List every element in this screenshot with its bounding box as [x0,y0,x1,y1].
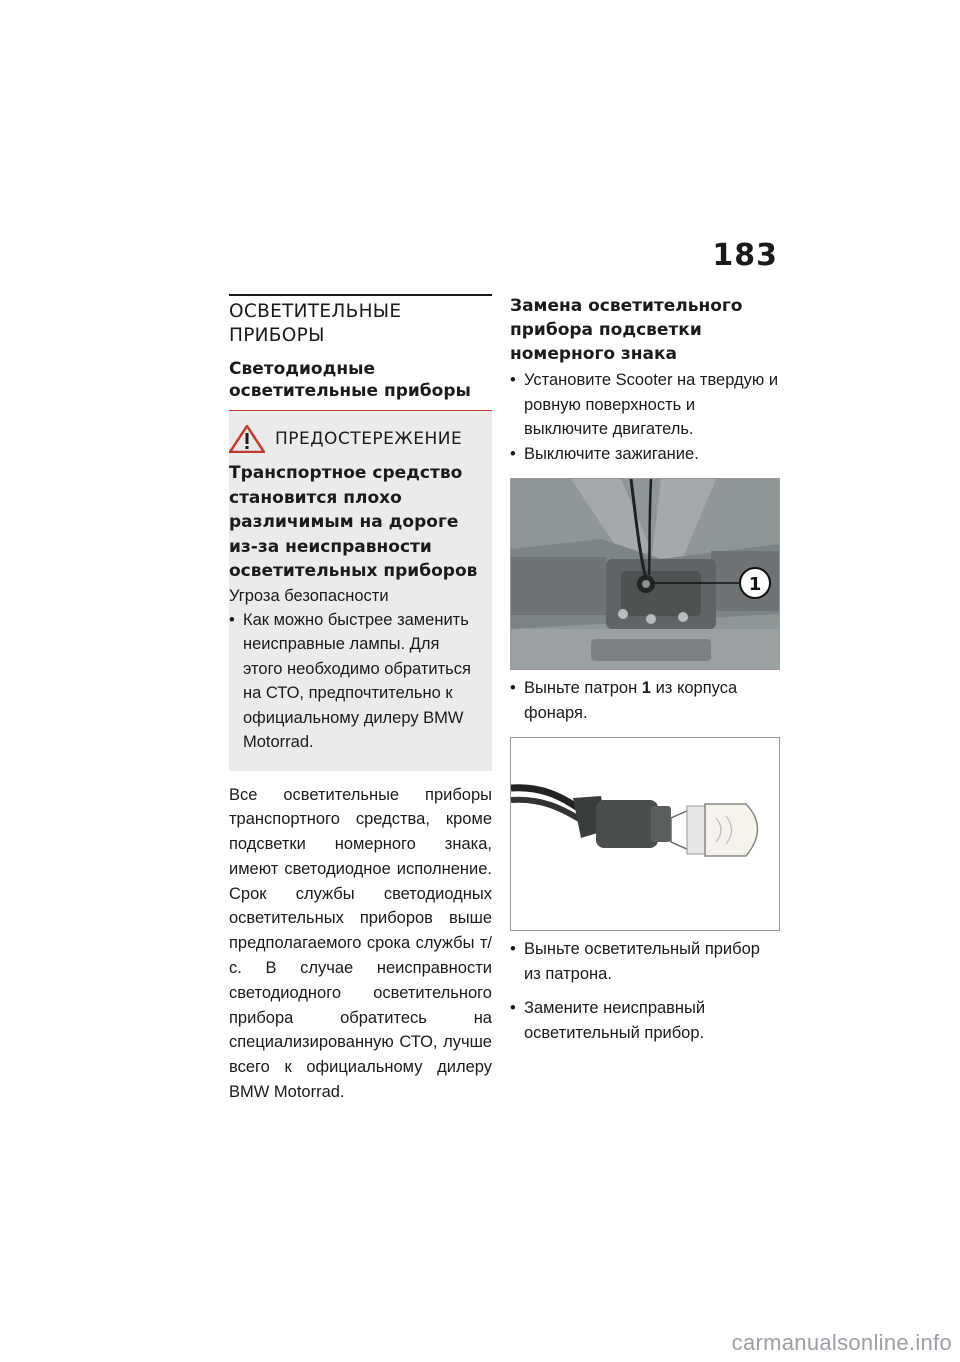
warning-bullet-text: Как можно быстрее заменить неисправные лампы. Для этого необходимо обратиться на СТО, предпочтительно к официальному дилеру BMW Motorrad. [243,610,471,751]
list-item-text [524,676,780,725]
bullet-dot-icon: • [229,610,235,629]
figure-callout-1: 1 [748,574,762,595]
watermark: carmanualsonline.info [731,1330,952,1355]
list-item [510,676,780,725]
section-rule [229,294,492,296]
list-item-text: Замените неисправный осветительный прибор. [524,999,706,1042]
bullet-dot-icon: • [510,940,516,958]
step-reference: 1 [641,679,651,697]
list-item [510,442,780,467]
list-item-text: Установите Scooter на твердую и ровную поверхность и выключите двигатель. [524,371,779,438]
list-item-text: Выключите зажигание. [524,444,699,463]
right-column [510,294,780,1045]
lamp-housing-illustration [511,479,779,669]
list-item [510,996,780,1045]
list-item-text: Выньте осветительный прибор из патрона. [524,940,760,983]
page-number: 183 [712,238,778,273]
bullet-dot-icon: • [510,999,516,1017]
bullet-dot-icon: • [510,444,516,463]
warning-subtitle: Угроза безопасности [229,586,389,605]
list-item [510,937,780,986]
step-text: Выньте патрон [524,679,638,697]
body-paragraph: Все осветительные приборы транспортного средства, кроме подсветки номерного знака, имеют светодиодное исполнение. Срок службы светодиодных осветительных приборов выше предполагаемого срока службы т/с. В случае неисправности светодиодного осветительного прибора обратитесь на специализированную СТО, лучше всего к официальному дилеру BMW Motorrad. [229,785,492,1102]
bullet-dot-icon: • [510,371,516,389]
list-item [510,368,780,442]
bulb-socket-illustration [511,738,779,930]
warning-title: Транспортное средство становится плохо различимым на дороге из-за неисправности осветительных приборов [229,463,478,581]
subsection-title: Светодиодные осветительные приборы [229,359,471,401]
lamp-housing-figure [510,478,780,670]
section-title: ОСВЕТИТЕЛЬНЫЕ ПРИБОРЫ [229,301,402,346]
left-column [229,294,492,1105]
step-text: из корпуса фонаря. [524,679,738,722]
warning-box [229,411,492,771]
procedure-title: Замена осветительного прибора подсветки номерного знака [510,296,743,364]
warning-header [229,425,482,453]
warning-label: ПРЕДОСТЕРЕЖЕНИЕ [275,429,463,449]
warning-triangle-icon [229,425,265,453]
bulb-socket-figure [510,737,780,931]
warning-bullet [229,608,482,755]
bullet-dot-icon: • [510,679,516,697]
